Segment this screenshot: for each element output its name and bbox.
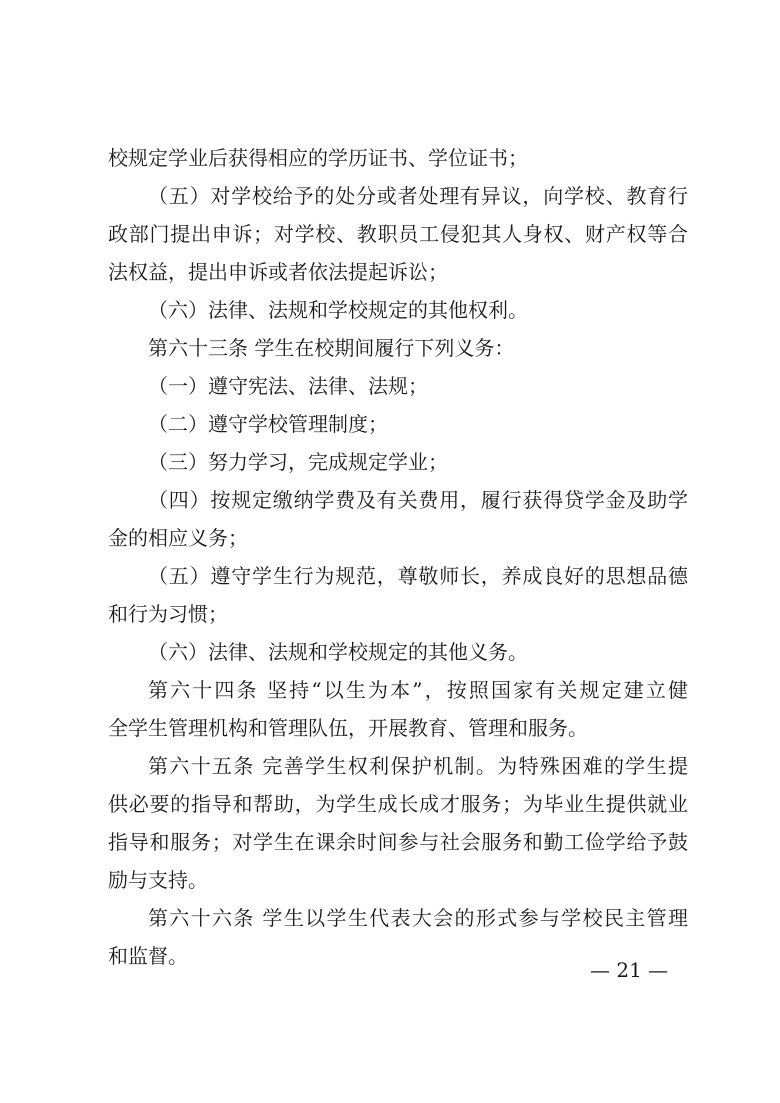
body-text bbox=[108, 139, 688, 975]
text-line: 和监督。 bbox=[108, 944, 188, 968]
text-line: （一）遵守宪法、法律、法规； bbox=[148, 374, 428, 398]
article-heading-66: 第六十六条 学生以学生代表大会的形式参与学校民主管理 bbox=[148, 906, 688, 930]
article-heading-64: 第六十四条 坚持“以生为本”，按照国家有关规定建立健 bbox=[148, 678, 688, 702]
text-line: 法权益，提出申诉或者依法提起诉讼； bbox=[108, 260, 448, 284]
text-line: 校规定学业后获得相应的学历证书、学位证书； bbox=[108, 146, 528, 170]
text-line: （三）努力学习，完成规定学业； bbox=[148, 450, 448, 474]
text-line: （六）法律、法规和学校规定的其他权利。 bbox=[148, 298, 528, 322]
text-line: 供必要的指导和帮助，为学生成长成才服务；为毕业生提供就业 bbox=[108, 792, 688, 816]
text-line: 政部门提出申诉；对学校、教职员工侵犯其人身权、财产权等合 bbox=[108, 222, 688, 246]
text-line: （五）遵守学生行为规范，尊敬师长，养成良好的思想品德 bbox=[148, 564, 688, 588]
text-line: 和行为习惯； bbox=[108, 602, 228, 626]
text-line: （四）按规定缴纳学费及有关费用，履行获得贷学金及助学 bbox=[148, 488, 688, 512]
page-number: — 21 — bbox=[590, 958, 669, 982]
text-line: 金的相应义务； bbox=[108, 526, 248, 550]
text-line: 励与支持。 bbox=[108, 868, 208, 892]
text-line: （二）遵守学校管理制度； bbox=[148, 412, 388, 436]
text-line: （五）对学校给予的处分或者处理有异议，向学校、教育行 bbox=[148, 184, 688, 208]
article-heading-65: 第六十五条 完善学生权利保护机制。为特殊困难的学生提 bbox=[148, 754, 688, 778]
text-line: 全学生管理机构和管理队伍，开展教育、管理和服务。 bbox=[108, 716, 588, 740]
article-heading-63: 第六十三条 学生在校期间履行下列义务： bbox=[148, 336, 515, 360]
text-line: 指导和服务；对学生在课余时间参与社会服务和勤工俭学给予鼓 bbox=[108, 830, 688, 854]
text-line: （六）法律、法规和学校规定的其他义务。 bbox=[148, 640, 528, 664]
